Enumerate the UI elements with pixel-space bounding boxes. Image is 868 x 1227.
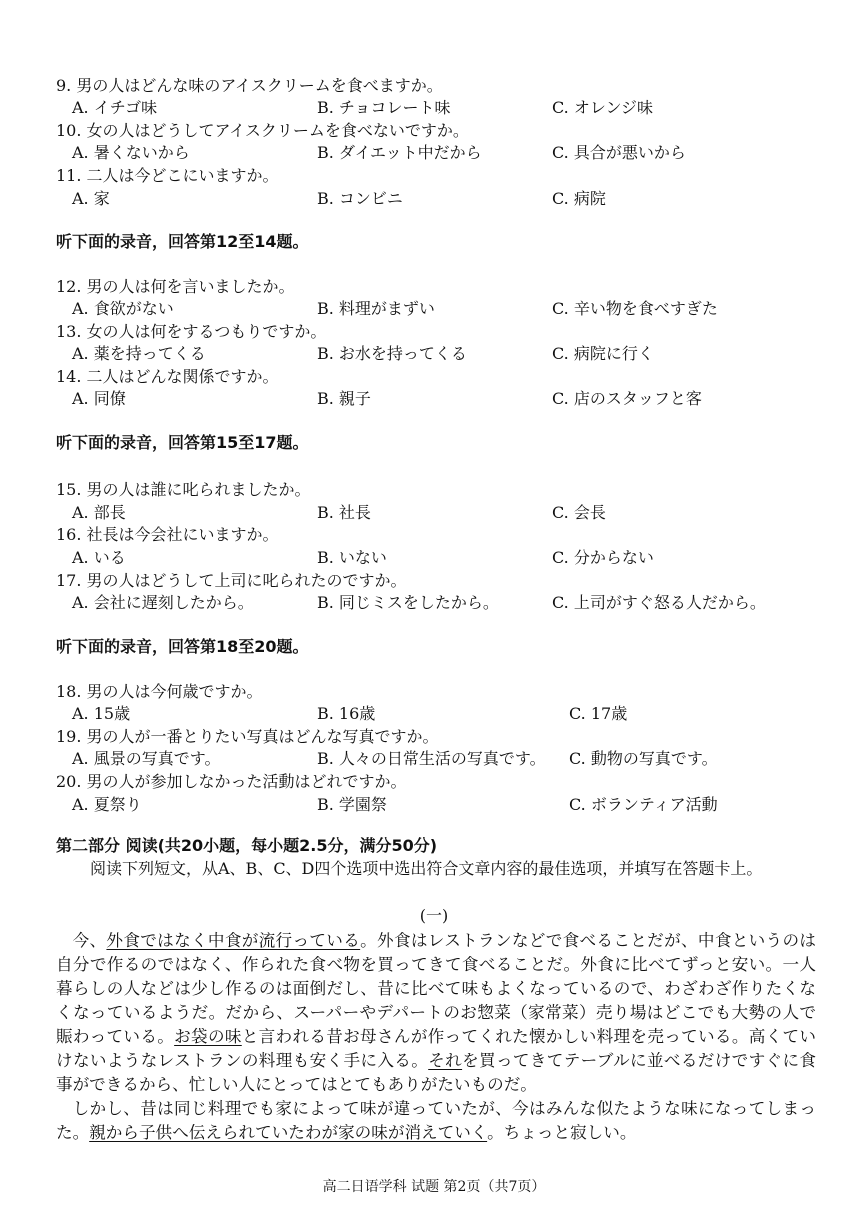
- option-c: C. 会長: [552, 503, 606, 522]
- passage-text: を買ってきてテーブルに並べるだけですぐに食事ができるから、忙しい人にとってはとてもありがたいものだ。: [56, 1051, 816, 1094]
- option-b: B. 料理がまずい: [317, 299, 435, 318]
- question-16: 16. 社長は今会社にいますか。: [56, 525, 279, 544]
- option-a: A. 家: [72, 189, 110, 208]
- part2-instruction: 阅读下列短文，从A、B、C、D四个选项中选出符合文章内容的最佳选项，并填写在答题卡上。: [90, 859, 763, 878]
- question-10: 10. 女の人はどうしてアイスクリームを食べないですか。: [56, 121, 469, 140]
- option-a: A. 同僚: [72, 389, 126, 408]
- question-14: 14. 二人はどんな関係ですか。: [56, 367, 279, 386]
- option-c: C. 分からない: [552, 548, 654, 567]
- question-17: 17. 男の人はどうして上司に叱られたのですか。: [56, 571, 407, 590]
- options-17: [72, 593, 832, 613]
- options-13: [72, 344, 832, 364]
- option-b: B. お水を持ってくる: [317, 344, 467, 363]
- options-14: [72, 389, 832, 409]
- option-a: A. 暑くないから: [72, 143, 190, 162]
- option-c: C. 病院: [552, 189, 606, 208]
- option-c: C. 具合が悪いから: [552, 143, 686, 162]
- passage-text: しかし、昔は同じ料理でも家によって味が違っていたが、今はみんな似たような味になってしまった。: [56, 1099, 816, 1142]
- option-b: B. 親子: [317, 389, 371, 408]
- underlined-phrase-2: お袋の味: [174, 1027, 242, 1046]
- option-b: B. いない: [317, 548, 387, 567]
- passage-text: 。ちょっと寂しい。: [487, 1123, 637, 1142]
- page-footer: 高二日语学科 试题 第2页（共7页）: [322, 1179, 546, 1195]
- question-12: 12. 男の人は何を言いましたか。: [56, 277, 295, 296]
- option-b: B. チョコレート味: [317, 98, 451, 117]
- option-b: B. コンビニ: [317, 189, 403, 208]
- option-b: B. 社長: [317, 503, 371, 522]
- options-18: [72, 704, 832, 724]
- option-a: A. 食欲がない: [72, 299, 174, 318]
- section-head-12-14: 听下面的录音，回答第12至14题。: [56, 232, 309, 251]
- option-a: A. いる: [72, 548, 126, 567]
- option-a: A. 部長: [72, 503, 126, 522]
- question-20: 20. 男の人が参加しなかった活動はどれですか。: [56, 772, 407, 791]
- options-15: [72, 503, 832, 523]
- option-b: B. 学園祭: [317, 795, 387, 814]
- option-b: B. 人々の日常生活の写真です。: [317, 749, 546, 768]
- question-9: 9. 男の人はどんな味のアイスクリームを食べますか。: [56, 76, 443, 95]
- underlined-phrase-1: 外食ではなく中食が流行っている: [106, 931, 361, 950]
- reading-passage: [56, 929, 816, 1145]
- part2-heading: 第二部分 阅读(共20小题，每小题2.5分，满分50分): [56, 836, 438, 855]
- option-a: A. 風景の写真です。: [72, 749, 221, 768]
- question-18: 18. 男の人は今何歳ですか。: [56, 682, 263, 701]
- option-c: C. 店のスタッフと客: [552, 389, 702, 408]
- passage-text: と言われる昔お母さんが作ってくれた懐かしい料理を売っている。高くていけないようなレストランの料理も安く手に入る。: [56, 1027, 817, 1070]
- option-c: C. 動物の写真です。: [569, 749, 718, 768]
- option-c: C. 17歳: [569, 704, 628, 723]
- option-c: C. 上司がすぐ怒る人だから。: [552, 593, 766, 612]
- section-head-18-20: 听下面的录音，回答第18至20题。: [56, 637, 309, 656]
- option-c: C. 病院に行く: [552, 344, 654, 363]
- passage-paragraph-1: [56, 929, 816, 1097]
- option-b: B. ダイエット中だから: [317, 143, 482, 162]
- option-a: A. イチゴ味: [72, 98, 158, 117]
- option-a: A. 夏祭り: [72, 795, 142, 814]
- options-11: [72, 189, 832, 209]
- question-19: 19. 男の人が一番とりたい写真はどんな写真ですか。: [56, 727, 439, 746]
- option-c: C. オレンジ味: [552, 98, 654, 117]
- underlined-phrase-3: それ: [428, 1051, 463, 1070]
- options-10: [72, 143, 832, 163]
- passage-text: 今、: [72, 931, 107, 950]
- option-a: A. 会社に遅刻したから。: [72, 593, 254, 612]
- option-c: C. ボランティア活動: [569, 795, 718, 814]
- options-9: [72, 98, 832, 118]
- option-a: A. 15歳: [72, 704, 131, 723]
- passage-paragraph-2: [56, 1097, 816, 1145]
- options-12: [72, 299, 832, 319]
- options-16: [72, 548, 832, 568]
- option-b: B. 16歳: [317, 704, 376, 723]
- options-19: [72, 749, 832, 769]
- underlined-phrase-4: 親から子供へ伝えられていたわが家の味が消えていく: [89, 1123, 488, 1142]
- passage-text: 。外食はレストランなどで食べることだが、中食というのは自分で作るのではなく、作られた食べ物を買ってきて食べることだ。外食に比べてずっと安い。一人暮らしの人などは少し作るのは面倒だし、昔に比べて味もよくなっているので、わざわざ作りたくなくなっているようだ。だから、スーパーやデパートのお惣菜（家常菜）売り場はどこでも大勢の人で賑わっている。: [56, 931, 816, 1046]
- option-a: A. 薬を持ってくる: [72, 344, 206, 363]
- question-15: 15. 男の人は誰に叱られましたか。: [56, 480, 311, 499]
- options-20: [72, 795, 832, 815]
- passage-number: (一): [419, 906, 449, 925]
- section-head-15-17: 听下面的录音，回答第15至17题。: [56, 433, 309, 452]
- question-13: 13. 女の人は何をするつもりですか。: [56, 322, 327, 341]
- option-c: C. 辛い物を食べすぎた: [552, 299, 718, 318]
- question-11: 11. 二人は今どこにいますか。: [56, 166, 279, 185]
- option-b: B. 同じミスをしたから。: [317, 593, 499, 612]
